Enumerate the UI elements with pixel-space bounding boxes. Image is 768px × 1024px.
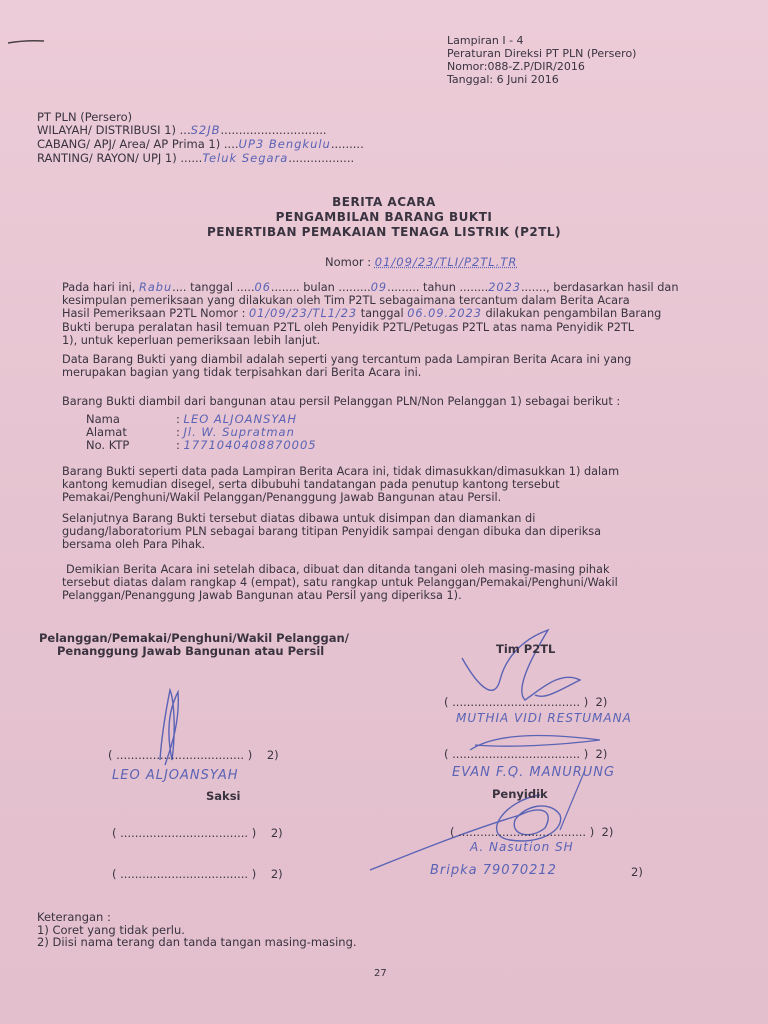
paragraph-6: Demikian Berita Acara ini setelah dibaca, dibuat dan ditanda tangani oleh masing-masing pihak tersebut diatas dalam rangkap 4 (empat), satu rangkap untuk Pelanggan/Pemakai/Penghuni/Wakil Pelanggan/Penanggung Jawab Bangunan atau Persil yang diperiksa 1). (62, 563, 618, 603)
lampiran-line2: Peraturan Direksi PT PLN (Persero) (447, 47, 637, 60)
right-heading: Tim P2TL (496, 642, 556, 656)
saksi-2-blank: ( ................................... ) (112, 867, 257, 881)
cabang-row: CABANG/ APJ/ Area/ AP Prima 1) ....UP3 Bengkulu......... (37, 137, 364, 151)
ranting-row: RANTING/ RAYON/ UPJ 1) ......Teluk Segara.................. (37, 151, 355, 165)
title-line1: BERITA ACARA (332, 195, 436, 209)
nomor-row (325, 256, 517, 269)
pelanggan-blank: ( ................................... ) (108, 748, 253, 762)
saksi-1-blank: ( ................................... ) (112, 826, 257, 840)
penyidik-blank: ( ................................... ) (450, 825, 595, 839)
page-number: 27 (374, 968, 387, 979)
alamat-label: Alamat (86, 425, 127, 439)
ktp-label: No. KTP (86, 438, 130, 452)
bulan-value: 09 (370, 281, 388, 294)
lampiran-line1: Lampiran I - 4 (447, 34, 524, 47)
tanggal-bap-value: 06.09.2023 (407, 307, 482, 321)
tim-1-blank: ( ................................... ) (444, 695, 589, 709)
nomor-value: 01/09/23/TLI/P2TL.TR (374, 255, 518, 269)
lampiran-line4: Tanggal: 6 Juni 2016 (447, 73, 559, 86)
wilayah-value: S2JB (190, 123, 221, 137)
tanggal-value: 06 (254, 281, 271, 294)
tim-1-name: MUTHIA VIDI RESTUMANA (456, 711, 632, 725)
left-heading-2: Penanggung Jawab Bangunan atau Persil (57, 644, 325, 658)
penyidik-rank: Bripka 79070212 (430, 863, 557, 878)
paragraph-2: Data Barang Bukti yang diambil adalah seperti yang tercantum pada Lampiran Berita Acara ini yang merupakan bagian yang tidak terpisahkan dari Berita Acara ini. (62, 353, 632, 380)
pelanggan-name: LEO ALJOANSYAH (112, 768, 239, 783)
tahun-value: 2023 (488, 281, 521, 294)
title-line2: PENGAMBILAN BARANG BUKTI (275, 210, 493, 224)
ktp-value: 1771040408870005 (183, 438, 317, 452)
lampiran-line3: Nomor:088-Z.P/DIR/2016 (447, 60, 585, 73)
nomor-label: Nomor : (325, 255, 372, 269)
signature-tim-1 (462, 630, 580, 700)
alamat-value: Jl. W. Supratman (183, 425, 295, 439)
keterangan-label: Keterangan : (37, 910, 111, 924)
paragraph-5: Selanjutnya Barang Bukti tersebut diatas dibawa untuk disimpan dan diamankan di gudang/laboratorium PLN sebagai barang titipan Penyidik sampai dengan dibuka dan diperiksa bersama oleh Para Pihak. (62, 512, 602, 552)
title-line3: PENERTIBAN PEMAKAIAN TENAGA LISTRIK (P2TL) (206, 225, 562, 239)
keterangan-item-1: 1) Coret yang tidak perlu. (37, 923, 185, 937)
penyidik-name: A. Nasution SH (470, 840, 574, 854)
tim-2-blank: ( ................................... ) (444, 747, 589, 761)
left-heading-1: Pelanggan/Pemakai/Penghuni/Wakil Pelanggan/ (39, 631, 349, 645)
paragraph-3: Barang Bukti diambil dari bangunan atau persil Pelanggan PLN/Non Pelanggan 1) sebagai berikut : (62, 395, 621, 408)
nomor-bap-value: 01/09/23/TL1/23 (249, 307, 358, 321)
ranting-label: RANTING/ RAYON/ UPJ 1) (37, 151, 177, 165)
ranting-value: Teluk Segara (202, 151, 289, 165)
cabang-value: UP3 Bengkulu (238, 137, 331, 151)
paragraph-1: Pada hari ini, Rabu.... tanggal .....06........ bulan .........09......... tahun ........2023......., berdasarkan hasil dan kesimpulan pemeriksaan yang dilakukan oleh Tim P2TL sebagaimana tercantum dalam Berita Acara Hasil Pemeriksaan P2TL Nomor : 01/09/23/TL1/23 tanggal 06.09.2023 dilakukan pengambilan Barang Bukti berupa peralatan hasil temuan P2TL oleh Penyidik P2TL/Petugas P2TL atas nama Penyidik P2TL 1), untuk keperluan pemeriksaan lebih lanjut. (62, 281, 679, 347)
paragraph-4: Barang Bukti seperti data pada Lampiran Berita Acara ini, tidak dimasukkan/dimasukkan 1) dalam kantong kemudian disegel, serta dibubuhi tandatangan pada penutup kantong tersebut Pemakai/Penghuni/Wakil Pelanggan/Penanggung Jawab Bangunan atau Persil. (62, 465, 620, 505)
keterangan-item-2: 2) Diisi nama terang dan tanda tangan masing-masing. (37, 935, 357, 949)
wilayah-row: WILAYAH/ DISTRIBUSI 1) ...S2JB............................. (37, 123, 327, 137)
company-name: PT PLN (Persero) (37, 110, 133, 124)
nama-value: LEO ALJOANSYAH (183, 412, 298, 426)
hari-value: Rabu (139, 281, 173, 294)
nama-label: Nama (86, 412, 120, 426)
saksi-heading: Saksi (206, 789, 241, 803)
penyidik-heading: Penyidik (492, 787, 548, 801)
wilayah-label: WILAYAH/ DISTRIBUSI 1) (37, 123, 176, 137)
tim-2-name: EVAN F.Q. MANURUNG (452, 765, 616, 780)
cabang-label: CABANG/ APJ/ Area/ AP Prima 1) (37, 137, 221, 151)
